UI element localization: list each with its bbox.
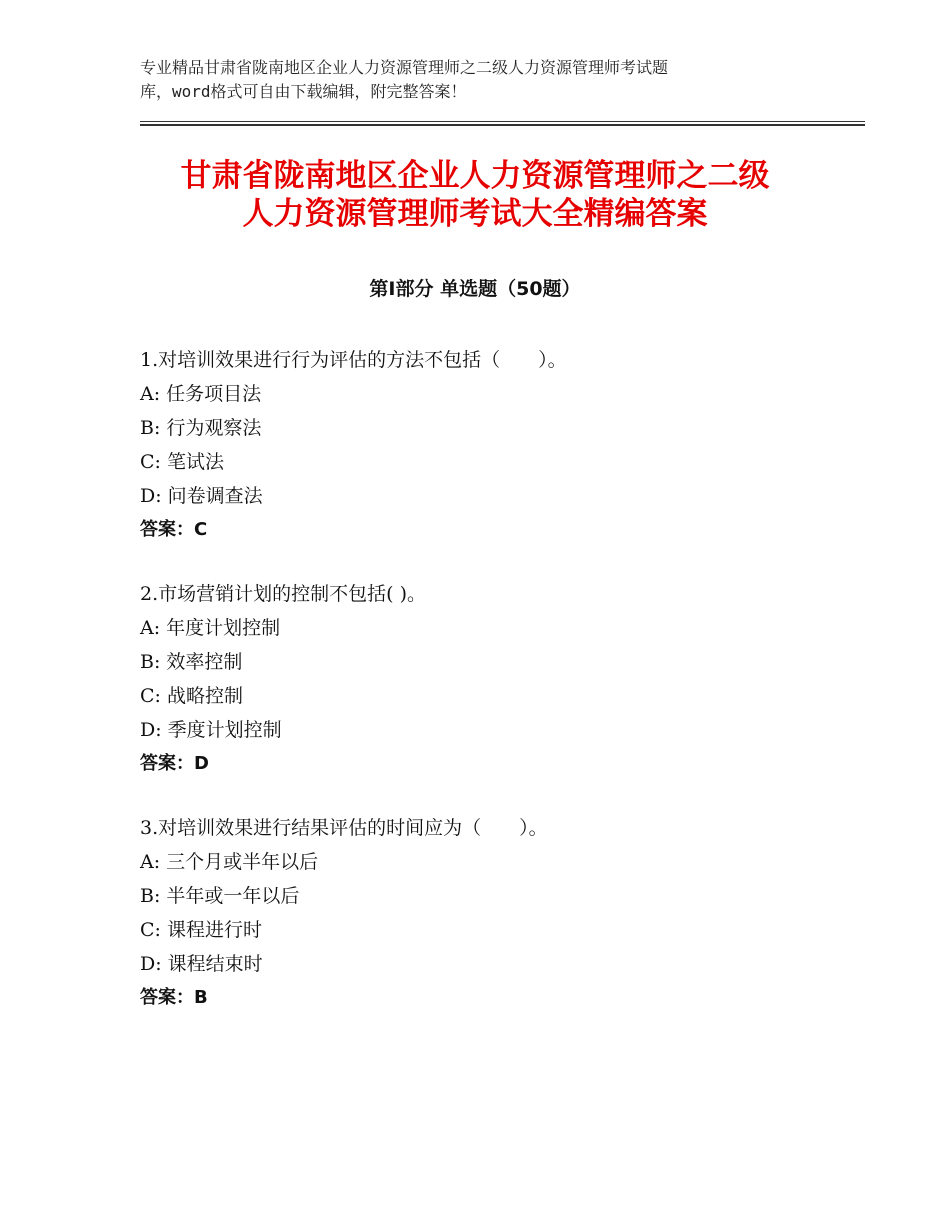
section-title: 第Ⅰ部分 单选题（50题） <box>369 278 581 300</box>
answer: 答案：C <box>140 519 208 540</box>
option-d: D: 课程结束时 <box>140 953 263 975</box>
question-stem: 2.市场营销计划的控制不包括( )。 <box>140 583 426 605</box>
header-note <box>140 56 780 104</box>
option-d: D: 问卷调查法 <box>140 485 263 507</box>
header-divider-thick <box>140 124 865 126</box>
question-3 <box>140 811 865 1015</box>
question-2 <box>140 577 865 781</box>
option-d: D: 季度计划控制 <box>140 719 282 741</box>
option-a: A: 三个月或半年以后 <box>140 851 319 873</box>
option-c: C: 笔试法 <box>140 451 224 473</box>
document-title-line-1: 甘肃省陇南地区企业人力资源管理师之二级 <box>180 158 770 194</box>
question-list <box>140 343 865 1045</box>
question-1 <box>140 343 865 547</box>
document-title <box>100 157 850 233</box>
question-stem: 1.对培训效果进行行为评估的方法不包括（ ）。 <box>140 349 567 371</box>
option-a: A: 任务项目法 <box>140 383 262 405</box>
option-b: B: 半年或一年以后 <box>140 885 300 907</box>
header-note-line-1: 专业精品甘肃省陇南地区企业人力资源管理师之二级人力资源管理师考试题 <box>140 58 669 77</box>
option-a: A: 年度计划控制 <box>140 617 281 639</box>
document-title-line-2: 人力资源管理师考试大全精编答案 <box>242 196 708 232</box>
question-stem: 3.对培训效果进行结果评估的时间应为（ ）。 <box>140 817 548 839</box>
header-divider-thin <box>140 121 865 122</box>
option-b: B: 效率控制 <box>140 651 243 673</box>
answer: 答案：D <box>140 753 209 774</box>
option-c: C: 课程进行时 <box>140 919 262 941</box>
answer: 答案：B <box>140 987 208 1008</box>
header-note-line-2: 库，word格式可自由下载编辑，附完整答案！ <box>140 82 467 101</box>
option-c: C: 战略控制 <box>140 685 243 707</box>
option-b: B: 行为观察法 <box>140 417 262 439</box>
